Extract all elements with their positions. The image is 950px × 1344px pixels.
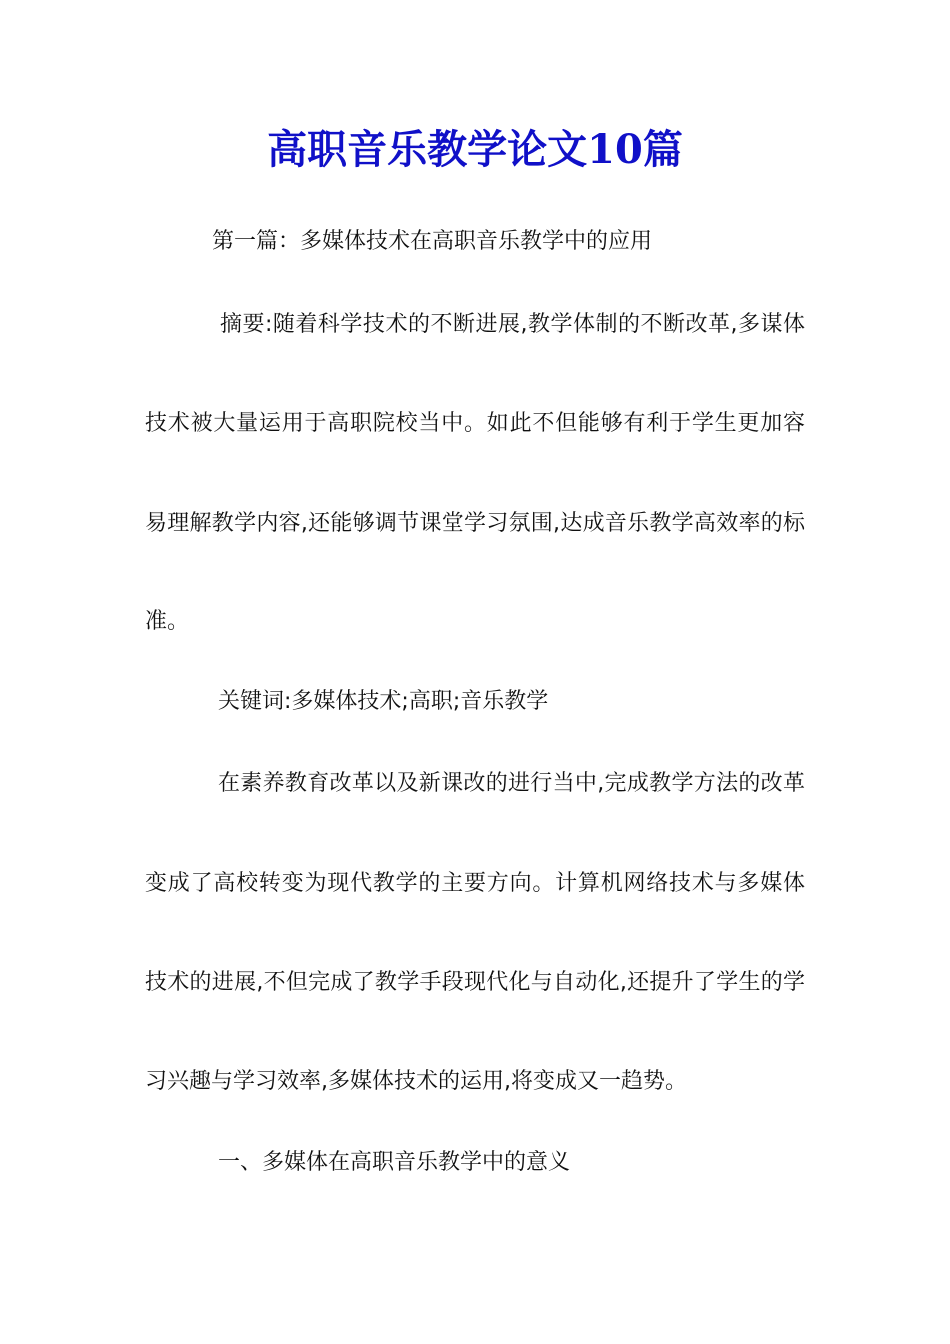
section-heading: 一、多媒体在高职音乐教学中的意义 xyxy=(218,1150,571,1175)
intro-line-2: 变成了高校转变为现代教学的主要方向。计算机网络技术与多媒体 xyxy=(145,871,805,896)
intro-line-4: 习兴趣与学习效率,多媒体技术的运用,将变成又一趋势。 xyxy=(145,1069,687,1094)
abstract-line-4: 准。 xyxy=(145,609,190,634)
abstract-line-1: 摘要:随着科学技术的不断进展,教学体制的不断改革,多谋体 xyxy=(220,312,805,337)
keywords-line: 关键词:多媒体技术;高职;音乐教学 xyxy=(218,689,549,714)
intro-line-3: 技术的进展,不但完成了教学手段现代化与自动化,还提升了学生的学 xyxy=(145,970,805,995)
abstract-line-2: 技术被大量运用于高职院校当中。如此不但能够有利于学生更加容 xyxy=(145,411,805,436)
abstract-line-3: 易理解教学内容,还能够调节课堂学习氛围,达成音乐教学高效率的标 xyxy=(145,511,805,536)
intro-line-1: 在素养教育改革以及新课改的进行当中,完成教学方法的改革 xyxy=(218,771,805,796)
chapter-heading: 第一篇：多媒体技术在高职音乐教学中的应用 xyxy=(212,229,653,254)
document-title: 高职音乐教学论文10篇 xyxy=(267,126,683,173)
